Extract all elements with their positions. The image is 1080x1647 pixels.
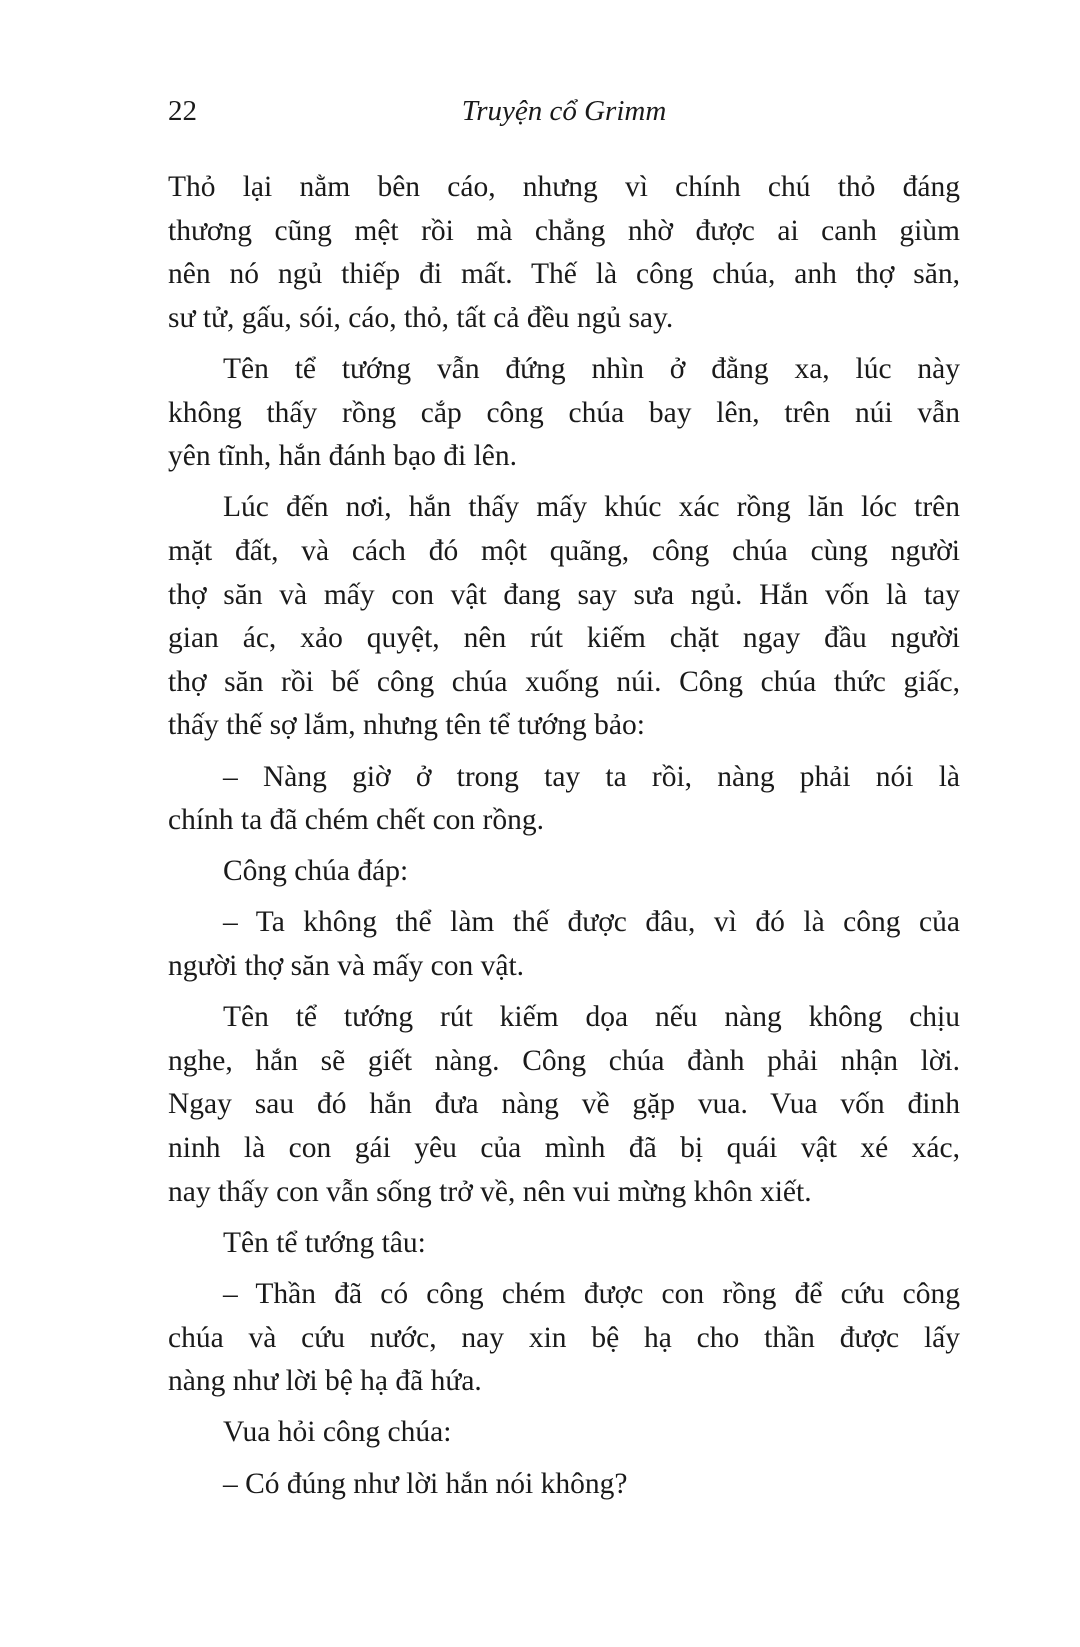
- paragraph: [168, 1273, 960, 1404]
- running-title: Truyện cổ Grimm: [461, 95, 667, 127]
- text-line: – Có đúng như lời hắn nói không?: [223, 1467, 628, 1500]
- text-line: không thấy rồng cắp công chúa bay lên, trên núi vẫn: [168, 396, 960, 429]
- paragraph: [168, 756, 960, 843]
- text-line: – Thần đã có công chém được con rồng để cứu công: [223, 1278, 960, 1310]
- paragraph: [168, 1463, 960, 1507]
- paragraph: [168, 486, 960, 748]
- text-line: Ngay sau đó hắn đưa nàng về gặp vua. Vua vốn đinh: [168, 1088, 960, 1121]
- text-line: Tên tể tướng tâu:: [223, 1226, 426, 1259]
- text-line: thương cũng mệt rồi mà chẳng nhờ được ai canh giùm: [168, 214, 960, 247]
- paragraph: [168, 1222, 960, 1266]
- text-line: Tên tể tướng rút kiếm dọa nếu nàng không chịu: [223, 1001, 960, 1034]
- text-line: ninh là con gái yêu của mình đã bị quái vật xé xác,: [168, 1132, 960, 1165]
- text-line: chúa và cứu nước, nay xin bệ hạ cho thần được lấy: [168, 1321, 960, 1354]
- text-line: Tên tể tướng vẫn đứng nhìn ở đằng xa, lúc này: [223, 352, 960, 385]
- text-line: thợ săn và mấy con vật đang say sưa ngủ. Hắn vốn là tay: [168, 578, 960, 611]
- paragraph: [168, 166, 960, 340]
- paragraph: [168, 996, 960, 1214]
- page-number: 22: [168, 95, 197, 127]
- text-line: nàng như lời bệ hạ đã hứa.: [168, 1365, 482, 1398]
- text-line: thợ săn rồi bế công chúa xuống núi. Công chúa thức giấc,: [168, 665, 960, 698]
- paragraph: [168, 901, 960, 988]
- paragraph: [168, 1411, 960, 1455]
- text-line: sư tử, gấu, sói, cáo, thỏ, tất cả đều ngủ say.: [168, 301, 674, 334]
- paragraph: [168, 348, 960, 479]
- page-header: [168, 89, 960, 133]
- text-line: Lúc đến nơi, hắn thấy mấy khúc xác rồng lăn lóc trên: [223, 491, 960, 524]
- text-line: mặt đất, và cách đó một quãng, công chúa cùng người: [168, 534, 960, 567]
- text-line: Công chúa đáp:: [223, 855, 409, 888]
- text-line: nghe, hắn sẽ giết nàng. Công chúa đành phải nhận lời.: [168, 1044, 960, 1077]
- text-line: – Ta không thể làm thế được đâu, vì đó là công của: [223, 906, 960, 939]
- paragraph: [168, 850, 960, 894]
- text-line: nay thấy con vẫn sống trở về, nên vui mừng khôn xiết.: [168, 1175, 812, 1208]
- text-line: nên nó ngủ thiếp đi mất. Thế là công chúa, anh thợ săn,: [168, 258, 960, 291]
- text-line: thấy thế sợ lắm, nhưng tên tể tướng bảo:: [168, 709, 645, 742]
- text-line: Thỏ lại nằm bên cáo, nhưng vì chính chú thỏ đáng: [168, 171, 960, 203]
- text-line: – Nàng giờ ở trong tay ta rồi, nàng phải nói là: [223, 760, 960, 793]
- text-line: gian ác, xảo quyệt, nên rút kiếm chặt ngay đầu người: [168, 622, 960, 655]
- page-body-text: [168, 166, 960, 1514]
- text-line: người thợ săn và mấy con vật.: [168, 950, 525, 983]
- text-line: yên tĩnh, hắn đánh bạo đi lên.: [168, 440, 518, 473]
- text-line: chính ta đã chém chết con rồng.: [168, 804, 544, 837]
- text-line: Vua hỏi công chúa:: [223, 1416, 452, 1449]
